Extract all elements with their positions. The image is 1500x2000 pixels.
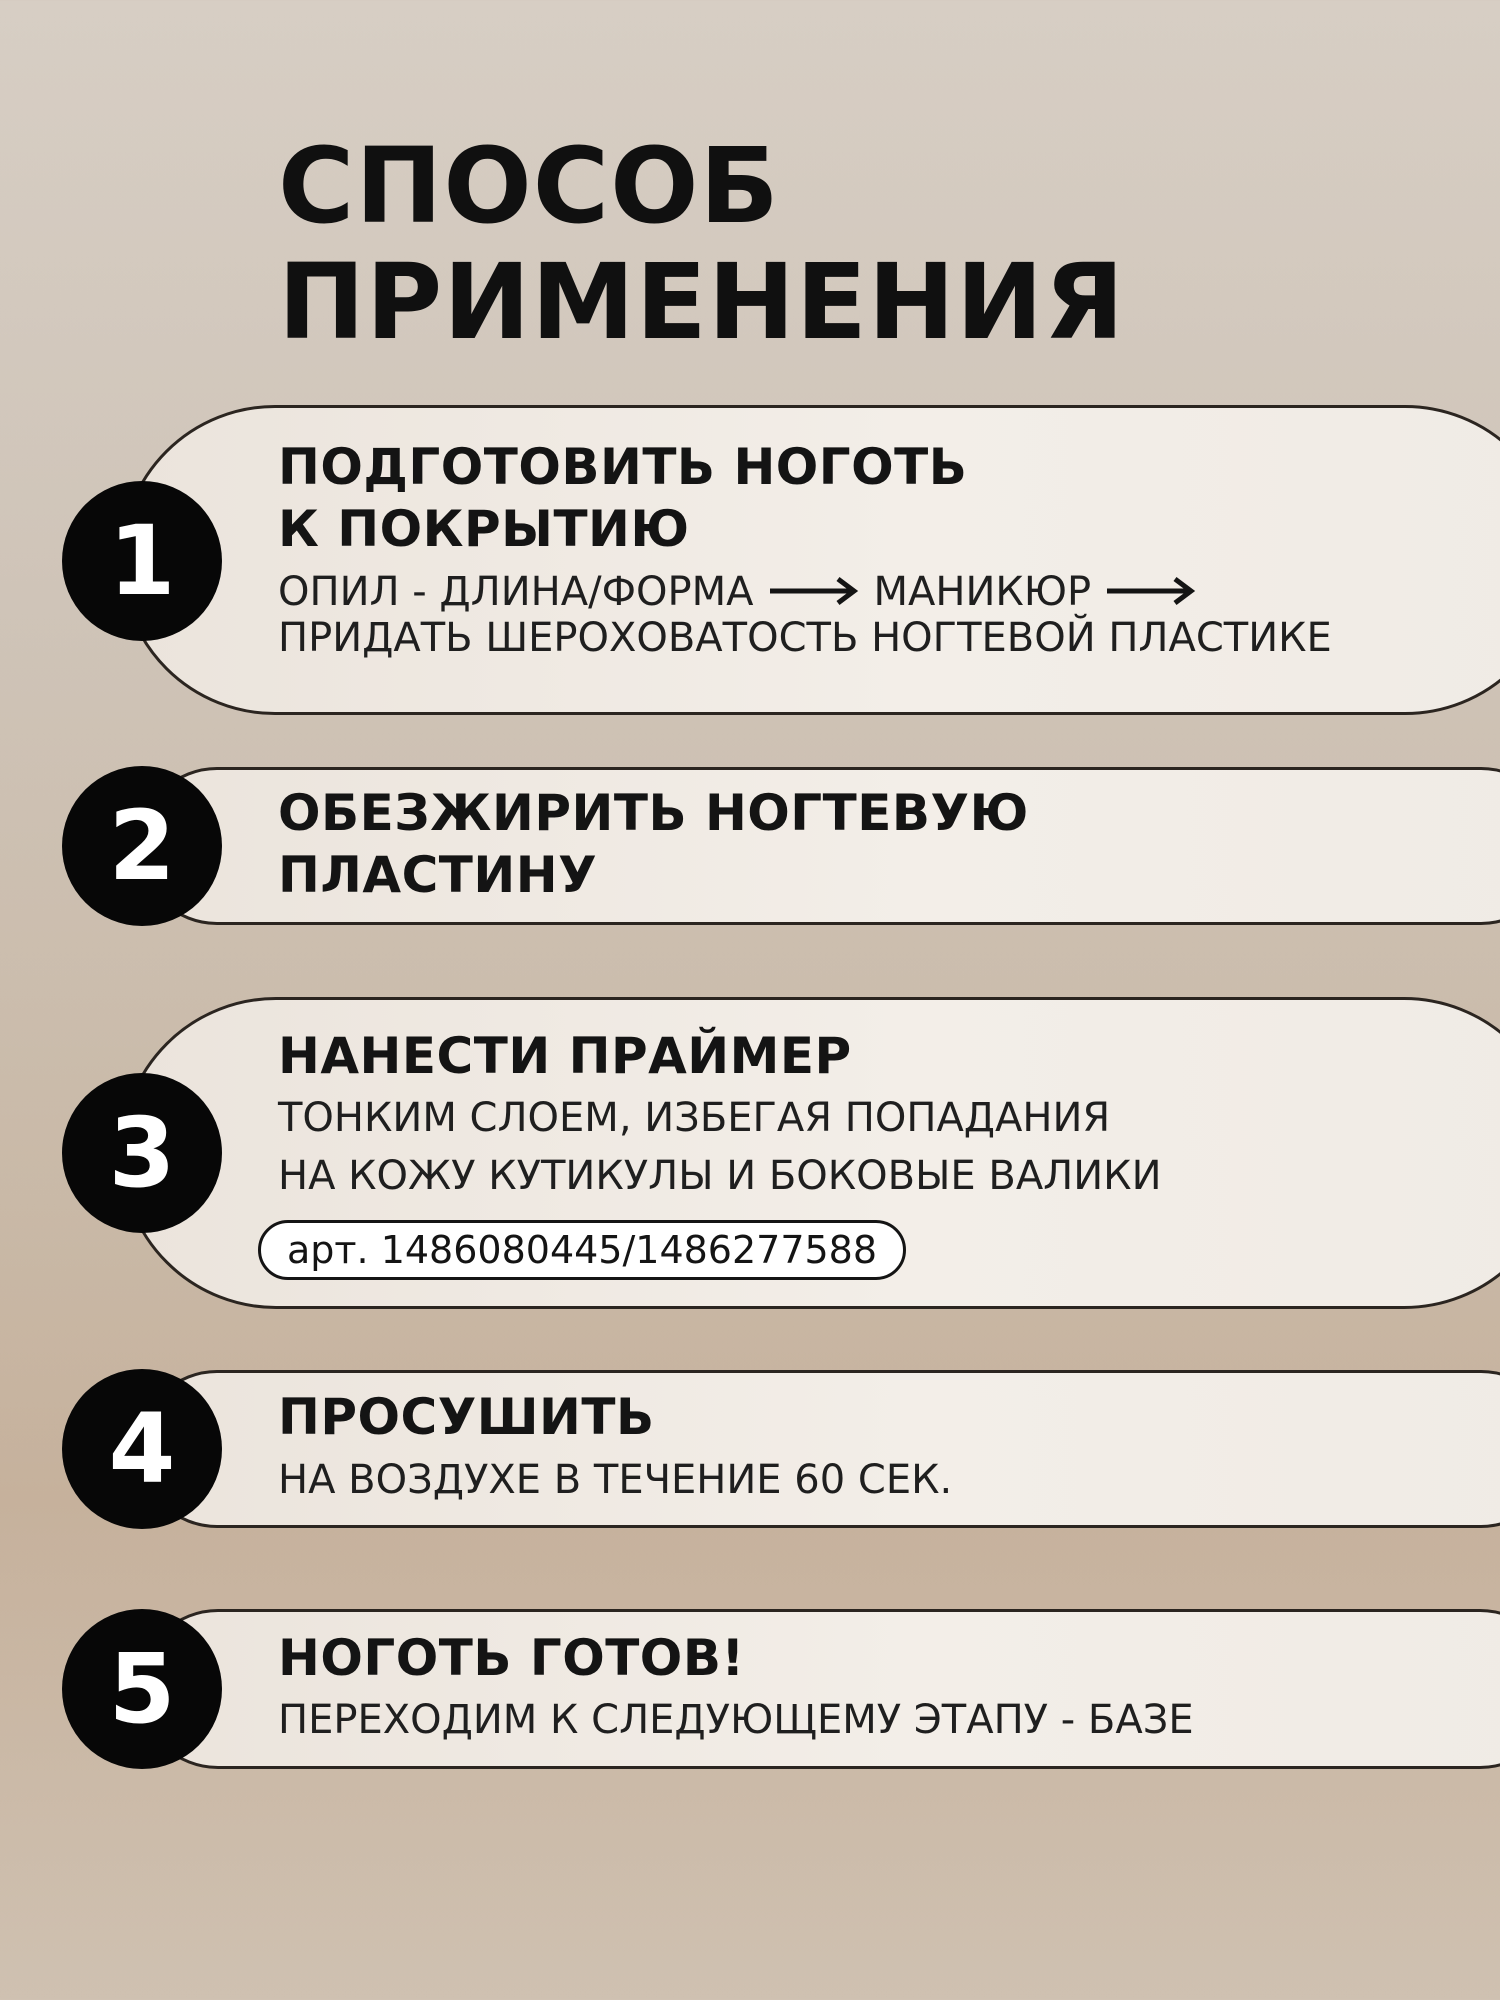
arrow-right-icon	[768, 576, 860, 606]
step-1-subtext-line-1	[278, 568, 1211, 616]
step-3-subtext-line-2: НА КОЖУ КУТИКУЛЫ И БОКОВЫЕ ВАЛИКИ	[278, 1153, 1162, 1199]
page-title	[278, 125, 1126, 363]
step-1-number-badge	[62, 481, 222, 641]
step-3-number-badge	[62, 1073, 222, 1233]
step-2-number: 2	[108, 790, 176, 902]
article-number-badge: арт. 1486080445/1486277588	[258, 1220, 906, 1280]
arrow-right-icon	[1105, 576, 1197, 606]
step-1-heading-line-1: ПОДГОТОВИТЬ НОГОТЬ	[278, 438, 968, 496]
step-1-number: 1	[108, 505, 176, 617]
step-5-number-badge	[62, 1609, 222, 1769]
title-line-2: ПРИМЕНЕНИЯ	[278, 241, 1126, 363]
step-1-heading-line-2: К ПОКРЫТИЮ	[278, 500, 690, 558]
step-1-subtext-line-2: ПРИДАТЬ ШЕРОХОВАТОСТЬ НОГТЕВОЙ ПЛАСТИКЕ	[278, 615, 1332, 661]
step-5-subtext: ПЕРЕХОДИМ К СЛЕДУЮЩЕМУ ЭТАПУ - БАЗЕ	[278, 1697, 1194, 1743]
step-4-number: 4	[108, 1393, 176, 1505]
step-4-number-badge	[62, 1369, 222, 1529]
step-2-heading-line-1: ОБЕЗЖИРИТЬ НОГТЕВУЮ	[278, 784, 1029, 842]
step-3-subtext-line-1: ТОНКИМ СЛОЕМ, ИЗБЕГАЯ ПОПАДАНИЯ	[278, 1095, 1111, 1141]
step-4-heading: ПРОСУШИТЬ	[278, 1388, 655, 1446]
step-5-heading: НОГОТЬ ГОТОВ!	[278, 1629, 745, 1687]
step-3-number: 3	[108, 1097, 176, 1209]
step-2-number-badge	[62, 766, 222, 926]
step-5-number: 5	[108, 1633, 176, 1745]
step-1-subtext-part-a: ОПИЛ - ДЛИНА/ФОРМА	[278, 569, 754, 615]
title-line-1: СПОСОБ	[278, 125, 780, 247]
step-3-heading: НАНЕСТИ ПРАЙМЕР	[278, 1027, 852, 1085]
step-1-subtext-part-b: МАНИКЮР	[873, 569, 1092, 615]
step-2-heading-line-2: ПЛАСТИНУ	[278, 846, 598, 904]
step-4-subtext: НА ВОЗДУХЕ В ТЕЧЕНИЕ 60 СЕК.	[278, 1457, 953, 1503]
